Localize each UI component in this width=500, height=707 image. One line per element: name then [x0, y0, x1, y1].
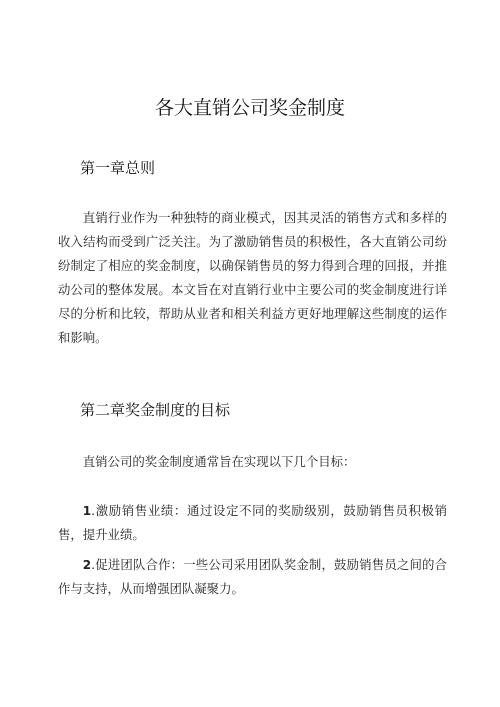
- chapter-1-heading: 第一章总则: [80, 159, 156, 177]
- chapter-2-intro: 直销公司的奖金制度通常旨在实现以下几个目标：: [82, 454, 356, 469]
- chapter-1-paragraph: 直销行业作为一种独特的商业模式，因其灵活的销售方式和多样的收入结构而受到广泛关注。为了激励销售员的积极性，各大直销公司纷纷制定了相应的奖金制度，以确保销售员的努力得到合理的回报，并推动公司的整体发展。本文旨在对直销行业中主要公司的奖金制度进行详尽的分析和比较，帮助从业者和相关利益方更好地理解这些制度的运作和影响。: [58, 210, 447, 345]
- list-item-number: 2: [82, 558, 92, 572]
- chapter-2-heading: 第二章奖金制度的目标: [80, 401, 231, 419]
- list-item-number: 1: [82, 504, 92, 518]
- list-item-text: .激励销售业绩：通过设定不同的奖励级别，鼓励销售员积极销售，提升业绩。: [58, 503, 447, 542]
- list-item: [58, 553, 447, 601]
- document-title: 各大直销公司奖金制度: [154, 97, 345, 119]
- list-item-text: .促进团队合作：一些公司采用团队奖金制，鼓励销售员之间的合作与支持，从而增强团队凝聚力。: [58, 557, 447, 596]
- list-item: [58, 499, 447, 547]
